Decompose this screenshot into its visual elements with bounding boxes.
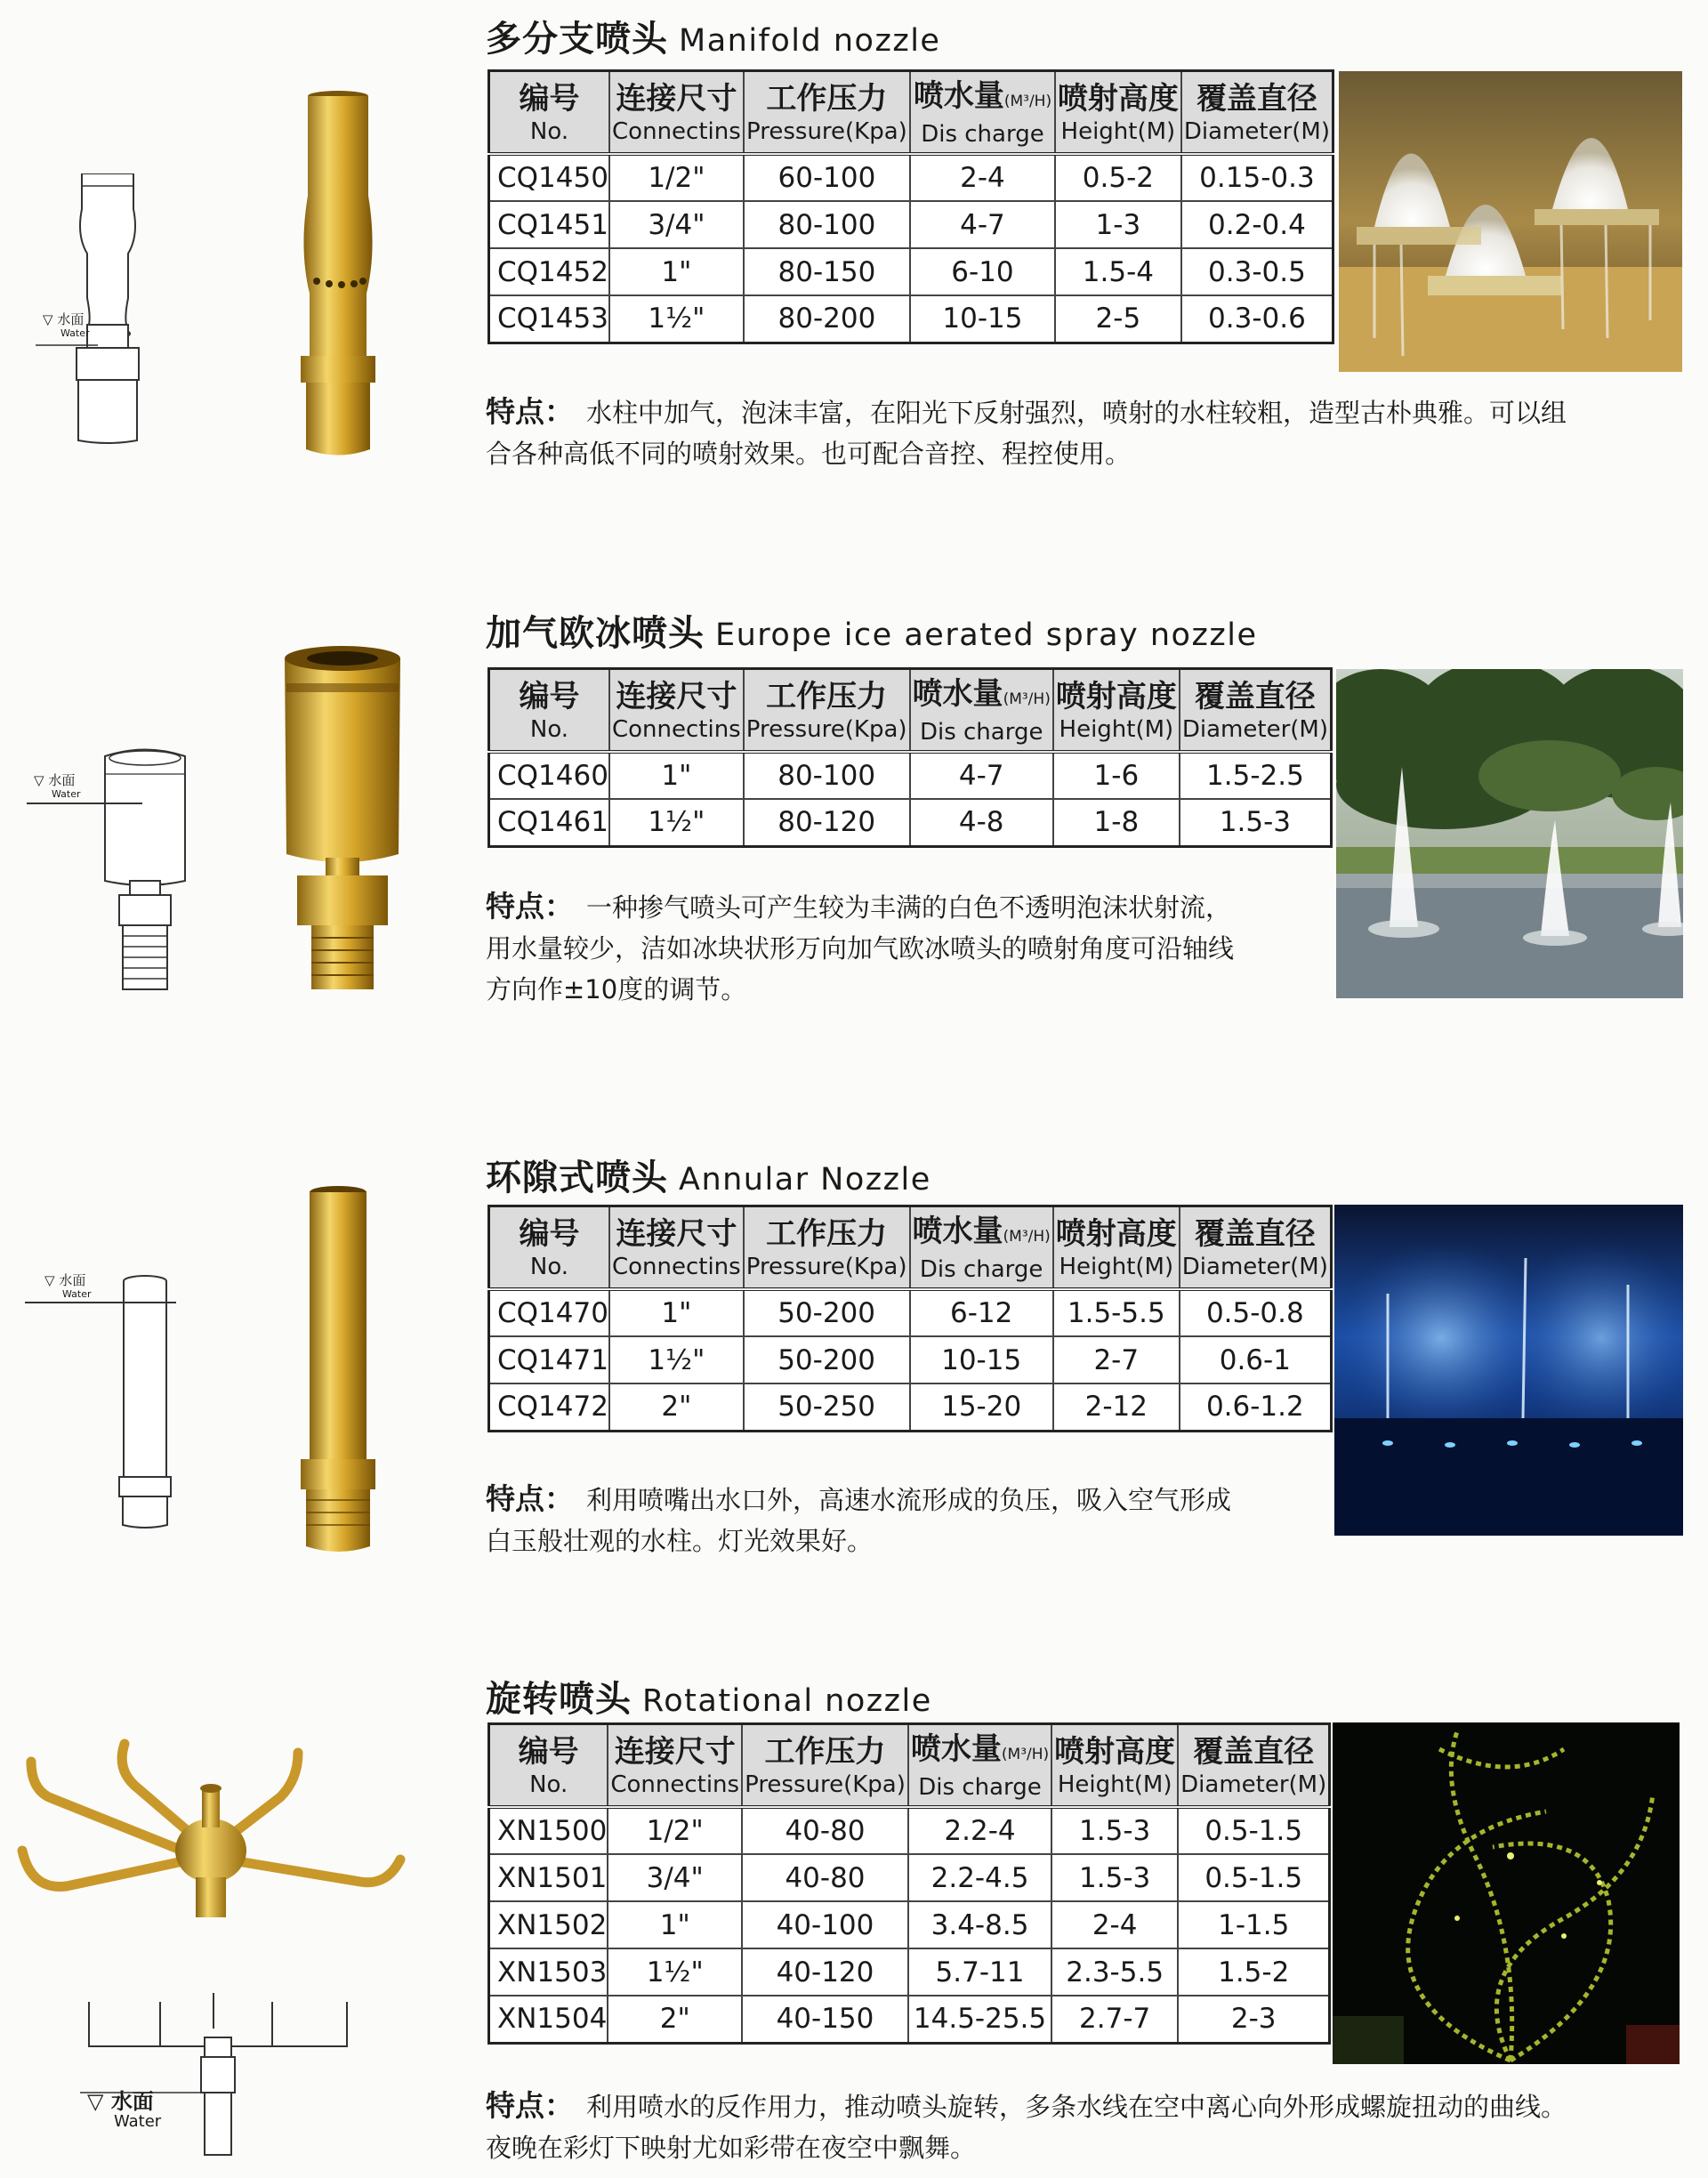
header-label: Pressure(Kpa): [745, 1771, 906, 1798]
header-connection: [609, 1206, 744, 1290]
header-label: Dis charge: [919, 1256, 1043, 1283]
table-header-row: [489, 1206, 1332, 1290]
table-cell: 6-12: [910, 1289, 1053, 1336]
table-cell: 1.5-2.5: [1180, 752, 1332, 799]
table-cell: 1": [609, 248, 744, 295]
table-cell: 1½": [609, 295, 744, 343]
header-label: 覆盖直径: [1194, 1216, 1316, 1252]
section-europe-ice-nozzle: [0, 587, 1708, 1023]
header-label: 编号: [519, 679, 580, 714]
header-label: (M³/H): [1003, 690, 1051, 708]
table-cell: 1-3: [1055, 201, 1181, 248]
table-cell: 2-5: [1055, 295, 1181, 343]
feature-line: 特点： 一种掺气喷头可产生较为丰满的白色不透明泡沫状射流，: [486, 889, 1232, 924]
title-zh: 环隙式喷头: [486, 1158, 668, 1198]
table-row: [489, 248, 1333, 295]
table-cell: CQ1453: [489, 295, 610, 343]
table-cell: 2.7-7: [1051, 1996, 1178, 2043]
header-diameter: [1178, 1724, 1330, 1808]
table-cell: CQ1451: [489, 201, 610, 248]
header-label: Diameter(M): [1183, 118, 1330, 145]
table-cell: 1/2": [608, 1807, 742, 1854]
water-level-label: ▽ 水面 Water: [87, 2089, 162, 2131]
title-zh: 加气欧冰喷头: [486, 613, 705, 654]
section-title: [486, 1150, 931, 1200]
water-en: Water: [60, 327, 90, 339]
water-level-label: ▽ 水面 Water: [43, 311, 90, 339]
header-pressure: [742, 1724, 908, 1808]
table-cell: 1": [609, 752, 744, 799]
feature-text: [486, 886, 1331, 1010]
section-annular-nozzle: [0, 1139, 1708, 1584]
table-cell: 1.5-5.5: [1053, 1289, 1180, 1336]
table-cell: XN1501: [489, 1854, 608, 1901]
table-cell: 0.5-1.5: [1178, 1807, 1330, 1854]
table-cell: 1.5-3: [1180, 799, 1332, 846]
header-label: 喷水量: [912, 676, 1003, 712]
water-zh: 水面: [48, 772, 76, 788]
header-label: Height(M): [1060, 118, 1176, 145]
header-diameter: [1181, 71, 1333, 155]
europe-ice-line-drawing: [96, 747, 194, 996]
table-cell: 40-100: [742, 1901, 908, 1948]
header-label: 喷水量: [910, 1731, 1002, 1767]
table-cell: 0.2-0.4: [1181, 201, 1333, 248]
water-en: Water: [62, 1288, 92, 1300]
feature-text: [486, 1479, 1331, 1561]
title-en: Rotational nozzle: [642, 1683, 932, 1719]
header-label: 覆盖直径: [1193, 1734, 1315, 1770]
header-diameter: [1180, 1206, 1332, 1290]
table-cell: 0.15-0.3: [1181, 154, 1333, 201]
table-cell: 6-10: [910, 248, 1055, 295]
header-height: [1055, 71, 1181, 155]
table-cell: 40-150: [742, 1996, 908, 2043]
header-label: Connectins: [611, 1254, 741, 1280]
header-label: 工作压力: [766, 1216, 888, 1252]
section-title: [486, 605, 1257, 656]
table-cell: CQ1452: [489, 248, 610, 295]
header-no: [489, 1724, 608, 1808]
table-cell: 2": [608, 1996, 742, 2043]
rotational-fountain-photo: [1333, 1722, 1680, 2064]
feature-label: 特点：: [486, 2088, 574, 2123]
table-cell: 0.3-0.6: [1181, 295, 1333, 343]
header-pressure: [744, 669, 910, 753]
table-cell: 3.4-8.5: [908, 1901, 1051, 1948]
feature-line: 方向作±10度的调节。: [486, 974, 747, 1004]
table-row: [489, 1996, 1330, 2043]
spec-table: [487, 69, 1334, 344]
section-rotational-nozzle: [0, 1655, 1708, 2178]
header-label: 连接尺寸: [616, 679, 737, 714]
header-label: Dis charge: [921, 121, 1044, 148]
water-level-label: ▽ 水面 Water: [34, 772, 81, 800]
header-label: Diameter(M): [1180, 1771, 1327, 1798]
table-cell: 10-15: [910, 1336, 1053, 1383]
table-row: [489, 1854, 1330, 1901]
header-label: [913, 77, 1052, 120]
feature-label: 特点：: [486, 1481, 574, 1516]
header-label: No.: [529, 1254, 569, 1280]
header-connection: [608, 1724, 742, 1808]
table-cell: CQ1450: [489, 154, 610, 201]
header-label: Connectins: [611, 716, 741, 743]
table-cell: 4-7: [910, 201, 1055, 248]
feature-line: 特点： 利用喷水的反作用力，推动喷头旋转，多条水线在空中离心向外形成螺旋扭动的曲线。: [486, 2088, 1567, 2123]
header-pressure: [744, 71, 910, 155]
header-label: Height(M): [1059, 716, 1174, 743]
header-label: 喷射高度: [1057, 81, 1179, 117]
rotational-line-drawing: [80, 1993, 365, 2162]
header-label: Connectins: [612, 118, 741, 145]
table-cell: CQ1472: [489, 1383, 609, 1431]
table-cell: 40-80: [742, 1854, 908, 1901]
header-label: Pressure(Kpa): [746, 118, 907, 145]
water-level-label: ▽ 水面 Water: [44, 1272, 92, 1300]
header-label: (M³/H): [1001, 1746, 1050, 1763]
table-cell: 40-120: [742, 1948, 908, 1996]
table-header-row: [489, 71, 1333, 155]
table-cell: 0.3-0.5: [1181, 248, 1333, 295]
header-label: 连接尺寸: [616, 81, 737, 117]
table-cell: 1½": [609, 799, 744, 846]
table-cell: 2-4: [1051, 1901, 1178, 1948]
header-no: [489, 669, 609, 753]
table-row: [489, 1901, 1330, 1948]
table-cell: 1.5-4: [1055, 248, 1181, 295]
header-connection: [609, 669, 744, 753]
table-cell: 2-12: [1053, 1383, 1180, 1431]
table-cell: 2-7: [1053, 1336, 1180, 1383]
header-diameter: [1180, 669, 1332, 753]
spec-table: [487, 1722, 1331, 2045]
header-label: [913, 1213, 1051, 1255]
header-height: [1051, 1724, 1178, 1808]
table-cell: 1": [608, 1901, 742, 1948]
feature-label: 特点：: [486, 394, 574, 429]
header-label: 编号: [519, 1216, 580, 1252]
section-manifold-nozzle: [0, 0, 1708, 498]
water-en: Water: [114, 2112, 162, 2131]
table-cell: 50-200: [744, 1336, 910, 1383]
table-cell: 1": [609, 1289, 744, 1336]
header-label: No.: [529, 1771, 568, 1798]
header-discharge: [908, 1724, 1051, 1808]
header-label: (M³/H): [1003, 1228, 1051, 1246]
title-zh: 多分支喷头: [486, 19, 668, 60]
header-no: [489, 71, 610, 155]
water-en: Water: [52, 788, 81, 800]
header-label: 覆盖直径: [1194, 679, 1316, 714]
table-cell: 0.5-1.5: [1178, 1854, 1330, 1901]
table-cell: CQ1461: [489, 799, 609, 846]
table-cell: 2.3-5.5: [1051, 1948, 1178, 1996]
table-cell: XN1500: [489, 1807, 608, 1854]
header-label: 喷射高度: [1054, 1734, 1176, 1770]
table-cell: CQ1471: [489, 1336, 609, 1383]
table-cell: XN1502: [489, 1901, 608, 1948]
table-cell: 50-200: [744, 1289, 910, 1336]
table-row: [489, 295, 1333, 343]
table-cell: 0.6-1: [1180, 1336, 1332, 1383]
table-row: [489, 154, 1333, 201]
header-label: Dis charge: [918, 1774, 1042, 1801]
table-cell: CQ1460: [489, 752, 609, 799]
header-label: (M³/H): [1003, 93, 1052, 110]
water-zh: 水面: [57, 311, 85, 327]
table-cell: 40-80: [742, 1807, 908, 1854]
water-zh: 水面: [110, 2089, 154, 2114]
title-en: Europe ice aerated spray nozzle: [715, 617, 1258, 653]
table-cell: 14.5-25.5: [908, 1996, 1051, 2043]
table-cell: 1-8: [1053, 799, 1180, 846]
table-cell: 0.5-2: [1055, 154, 1181, 201]
header-label: 工作压力: [764, 1734, 886, 1770]
header-label: Diameter(M): [1181, 1254, 1328, 1280]
table-cell: 0.5-0.8: [1180, 1289, 1332, 1336]
header-label: Pressure(Kpa): [745, 716, 907, 743]
header-label: 喷射高度: [1055, 679, 1177, 714]
header-label: No.: [529, 118, 569, 145]
feature-text: [486, 2085, 1687, 2168]
rotational-brass-nozzle: [13, 1726, 414, 1940]
header-label: Height(M): [1059, 1254, 1174, 1280]
header-label: 喷射高度: [1055, 1216, 1177, 1252]
manifold-fountain-photo: [1339, 71, 1682, 372]
header-label: Height(M): [1057, 1771, 1172, 1798]
table-cell: 80-100: [744, 201, 910, 248]
title-en: Annular Nozzle: [679, 1162, 931, 1198]
table-cell: XN1503: [489, 1948, 608, 1996]
header-label: 编号: [518, 1734, 579, 1770]
section-title: [486, 1671, 932, 1722]
feature-label: 特点：: [486, 889, 574, 924]
feature-line: 白玉般壮观的水柱。灯光效果好。: [486, 1526, 874, 1556]
header-label: [913, 675, 1051, 718]
water-zh: 水面: [59, 1272, 86, 1288]
table-row: [489, 1948, 1330, 1996]
table-cell: 1.5-3: [1051, 1807, 1178, 1854]
feature-line: 特点： 利用喷嘴出水口外，高速水流形成的负压，吸入空气形成: [486, 1481, 1232, 1516]
feature-line: 夜晚在彩灯下映射尤如彩带在夜空中飘舞。: [486, 2133, 977, 2163]
table-cell: CQ1470: [489, 1289, 609, 1336]
table-cell: 15-20: [910, 1383, 1053, 1431]
header-label: 工作压力: [766, 81, 888, 117]
header-discharge: [910, 669, 1053, 753]
header-label: 连接尺寸: [616, 1216, 737, 1252]
header-label: [911, 1730, 1049, 1773]
table-cell: 1/2": [609, 154, 744, 201]
header-label: 覆盖直径: [1196, 81, 1317, 117]
table-cell: 0.6-1.2: [1180, 1383, 1332, 1431]
table-header-row: [489, 669, 1332, 753]
section-title: [486, 11, 940, 61]
table-cell: 5.7-11: [908, 1948, 1051, 1996]
table-cell: 1.5-3: [1051, 1854, 1178, 1901]
feature-text: [486, 391, 1687, 474]
title-en: Manifold nozzle: [679, 23, 941, 59]
header-label: Diameter(M): [1181, 716, 1328, 743]
table-row: [489, 799, 1332, 846]
header-label: 工作压力: [766, 679, 888, 714]
header-label: 喷水量: [913, 78, 1004, 114]
table-row: [489, 201, 1333, 248]
table-cell: 50-250: [744, 1383, 910, 1431]
table-cell: 1-6: [1053, 752, 1180, 799]
table-cell: 10-15: [910, 295, 1055, 343]
table-row: [489, 1807, 1330, 1854]
feature-line: 合各种高低不同的喷射效果。也可配合音控、程控使用。: [486, 439, 1132, 469]
table-row: [489, 1383, 1332, 1431]
header-height: [1053, 669, 1180, 753]
title-zh: 旋转喷头: [486, 1679, 632, 1720]
feature-line: 特点： 水柱中加气，泡沫丰富，在阳光下反射强烈，喷射的水柱较粗，造型古朴典雅。可以组: [486, 394, 1567, 429]
header-label: No.: [529, 716, 569, 743]
table-cell: 1½": [609, 1336, 744, 1383]
header-label: Connectins: [610, 1771, 740, 1798]
table-row: [489, 1289, 1332, 1336]
table-cell: 1½": [608, 1948, 742, 1996]
header-pressure: [744, 1206, 910, 1290]
annular-line-drawing: [105, 1272, 185, 1530]
table-cell: 80-200: [744, 295, 910, 343]
table-cell: 4-8: [910, 799, 1053, 846]
header-label: 喷水量: [912, 1214, 1003, 1249]
header-label: Dis charge: [919, 719, 1043, 746]
header-discharge: [910, 1206, 1053, 1290]
table-cell: 3/4": [609, 201, 744, 248]
water-line: [27, 803, 142, 804]
table-cell: XN1504: [489, 1996, 608, 2043]
header-label: Pressure(Kpa): [745, 1254, 907, 1280]
table-header-row: [489, 1724, 1330, 1808]
header-label: 编号: [519, 81, 580, 117]
header-no: [489, 1206, 609, 1290]
table-cell: 1-1.5: [1178, 1901, 1330, 1948]
table-row: [489, 1336, 1332, 1383]
header-connection: [609, 71, 744, 155]
table-cell: 2-4: [910, 154, 1055, 201]
spec-table: [487, 1205, 1333, 1432]
header-label: 连接尺寸: [614, 1734, 736, 1770]
table-cell: 1.5-2: [1178, 1948, 1330, 1996]
water-line: [25, 1302, 176, 1303]
header-discharge: [910, 71, 1055, 155]
table-cell: 2": [609, 1383, 744, 1431]
table-cell: 2.2-4.5: [908, 1854, 1051, 1901]
table-row: [489, 752, 1332, 799]
table-cell: 2-3: [1178, 1996, 1330, 2043]
europe-ice-brass-nozzle: [276, 641, 409, 996]
europe-ice-fountain-photo: [1336, 669, 1683, 998]
annular-brass-nozzle: [294, 1183, 383, 1557]
feature-line: 用水量较少，洁如冰块状形万向加气欧冰喷头的喷射角度可沿轴线: [486, 933, 1235, 964]
table-cell: 4-7: [910, 752, 1053, 799]
table-cell: 80-100: [744, 752, 910, 799]
annular-fountain-photo: [1334, 1205, 1683, 1536]
table-cell: 80-150: [744, 248, 910, 295]
table-cell: 3/4": [608, 1854, 742, 1901]
table-cell: 60-100: [744, 154, 910, 201]
spec-table: [487, 667, 1333, 848]
manifold-brass-nozzle: [281, 89, 397, 463]
table-cell: 80-120: [744, 799, 910, 846]
header-height: [1053, 1206, 1180, 1290]
table-cell: 2.2-4: [908, 1807, 1051, 1854]
